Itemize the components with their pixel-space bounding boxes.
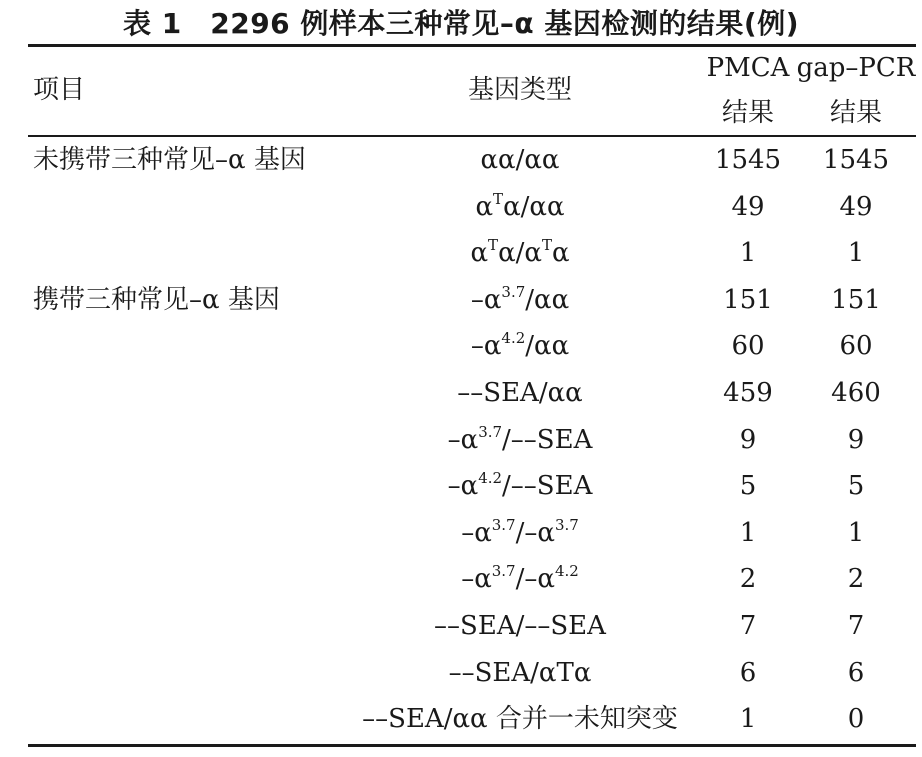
pmca-result-cell: 60 <box>731 331 765 361</box>
genotype-superscript: 3.7 <box>478 423 503 441</box>
gap-pcr-result-cell: 9 <box>847 425 865 455</box>
gap-pcr-result-cell: 7 <box>847 611 865 641</box>
genotype-superscript: 4.2 <box>478 469 503 487</box>
genotype-text: α <box>475 192 494 222</box>
genotype-cell <box>300 703 740 735</box>
header-rule <box>28 135 916 137</box>
genotype-cell <box>300 424 740 456</box>
header-genotype: 基因类型 <box>467 75 572 105</box>
genotype-text: /––SEA <box>502 471 593 501</box>
genotype-text: /–α <box>515 518 555 548</box>
pmca-result-cell: 2 <box>739 564 757 594</box>
gap-pcr-result-cell: 60 <box>839 331 873 361</box>
gap-pcr-result-cell: 2 <box>847 564 865 594</box>
gap-pcr-result-cell: 5 <box>847 471 865 501</box>
genotype-text: α/αα <box>503 192 565 222</box>
genotype-text: /αα <box>525 285 570 315</box>
genotype-superscript: 3.7 <box>554 516 579 534</box>
genotype-superscript: 3.7 <box>491 516 516 534</box>
header-pmca-result: 结果 <box>721 98 774 128</box>
table-caption: 表 1 2296 例样本三种常见–α 基因检测的结果(例) <box>123 7 799 40</box>
pmca-result-cell: 7 <box>739 611 757 641</box>
genotype-text: ––SEA/αα <box>457 378 583 408</box>
genotype-text: ––SEA/αα 合并一未知突变 <box>362 704 678 734</box>
genotype-cell <box>300 563 740 595</box>
genotype-text: –α <box>461 564 492 594</box>
genotype-cell <box>300 284 740 316</box>
gap-pcr-result-cell: 6 <box>847 658 865 688</box>
gap-pcr-result-cell: 151 <box>831 285 881 315</box>
genotype-cell <box>300 610 740 642</box>
pmca-result-cell: 1 <box>739 704 757 734</box>
genotype-text: –α <box>470 331 502 361</box>
genotype-text: /–α <box>515 564 555 594</box>
pmca-result-cell: 49 <box>731 192 765 222</box>
pmca-result-cell: 151 <box>723 285 773 315</box>
bottom-rule <box>28 744 916 747</box>
genotype-superscript: 3.7 <box>491 562 516 580</box>
genotype-text: αα/αα <box>480 145 560 175</box>
genotype-cell <box>300 237 740 269</box>
header-gap-pcr-result: 结果 <box>829 98 882 128</box>
header-pmca: PMCA <box>706 53 790 83</box>
genotype-text: ––SEA/αTα <box>448 658 592 688</box>
gap-pcr-result-cell: 1545 <box>822 145 890 175</box>
genotype-cell <box>300 144 740 176</box>
top-rule <box>28 44 916 47</box>
genotype-text: –α <box>447 425 479 455</box>
gap-pcr-result-cell: 0 <box>847 704 865 734</box>
genotype-text: –α <box>461 518 492 548</box>
genotype-superscript: 3.7 <box>501 283 526 301</box>
group-label-non-carrier: 未携带三种常见–α 基因 <box>33 145 306 175</box>
genotype-superscript: T <box>541 236 552 254</box>
genotype-superscript: 4.2 <box>554 562 579 580</box>
pmca-result-cell: 1545 <box>714 145 782 175</box>
pmca-result-cell: 1 <box>739 518 757 548</box>
pmca-result-cell: 9 <box>739 425 757 455</box>
gap-pcr-result-cell: 1 <box>847 518 865 548</box>
genotype-superscript: T <box>488 236 499 254</box>
genotype-text: α/α <box>498 238 542 268</box>
genotype-superscript: T <box>493 190 504 208</box>
pmca-result-cell: 5 <box>739 471 757 501</box>
gap-pcr-result-cell: 1 <box>847 238 865 268</box>
genotype-cell <box>300 330 740 362</box>
genotype-text: –α <box>470 285 502 315</box>
pmca-result-cell: 6 <box>739 658 757 688</box>
pmca-result-cell: 1 <box>739 238 757 268</box>
genotype-cell <box>300 657 740 689</box>
genotype-text: –α <box>447 471 479 501</box>
pmca-result-cell: 459 <box>723 378 773 408</box>
genotype-text: ––SEA/––SEA <box>434 611 606 641</box>
genotype-cell <box>300 377 740 409</box>
genotype-text: /––SEA <box>502 425 593 455</box>
genotype-cell <box>300 470 740 502</box>
genotype-text: α <box>470 238 489 268</box>
genotype-cell <box>300 191 740 223</box>
group-label-carrier: 携带三种常见–α 基因 <box>33 285 280 315</box>
gap-pcr-result-cell: 460 <box>831 378 881 408</box>
header-gap-pcr: gap–PCR <box>796 53 916 83</box>
genotype-text: /αα <box>525 331 570 361</box>
gap-pcr-result-cell: 49 <box>839 192 873 222</box>
header-item: 项目 <box>33 75 86 105</box>
genotype-cell <box>300 517 740 549</box>
genotype-superscript: 4.2 <box>501 329 526 347</box>
genotype-text: α <box>551 238 570 268</box>
